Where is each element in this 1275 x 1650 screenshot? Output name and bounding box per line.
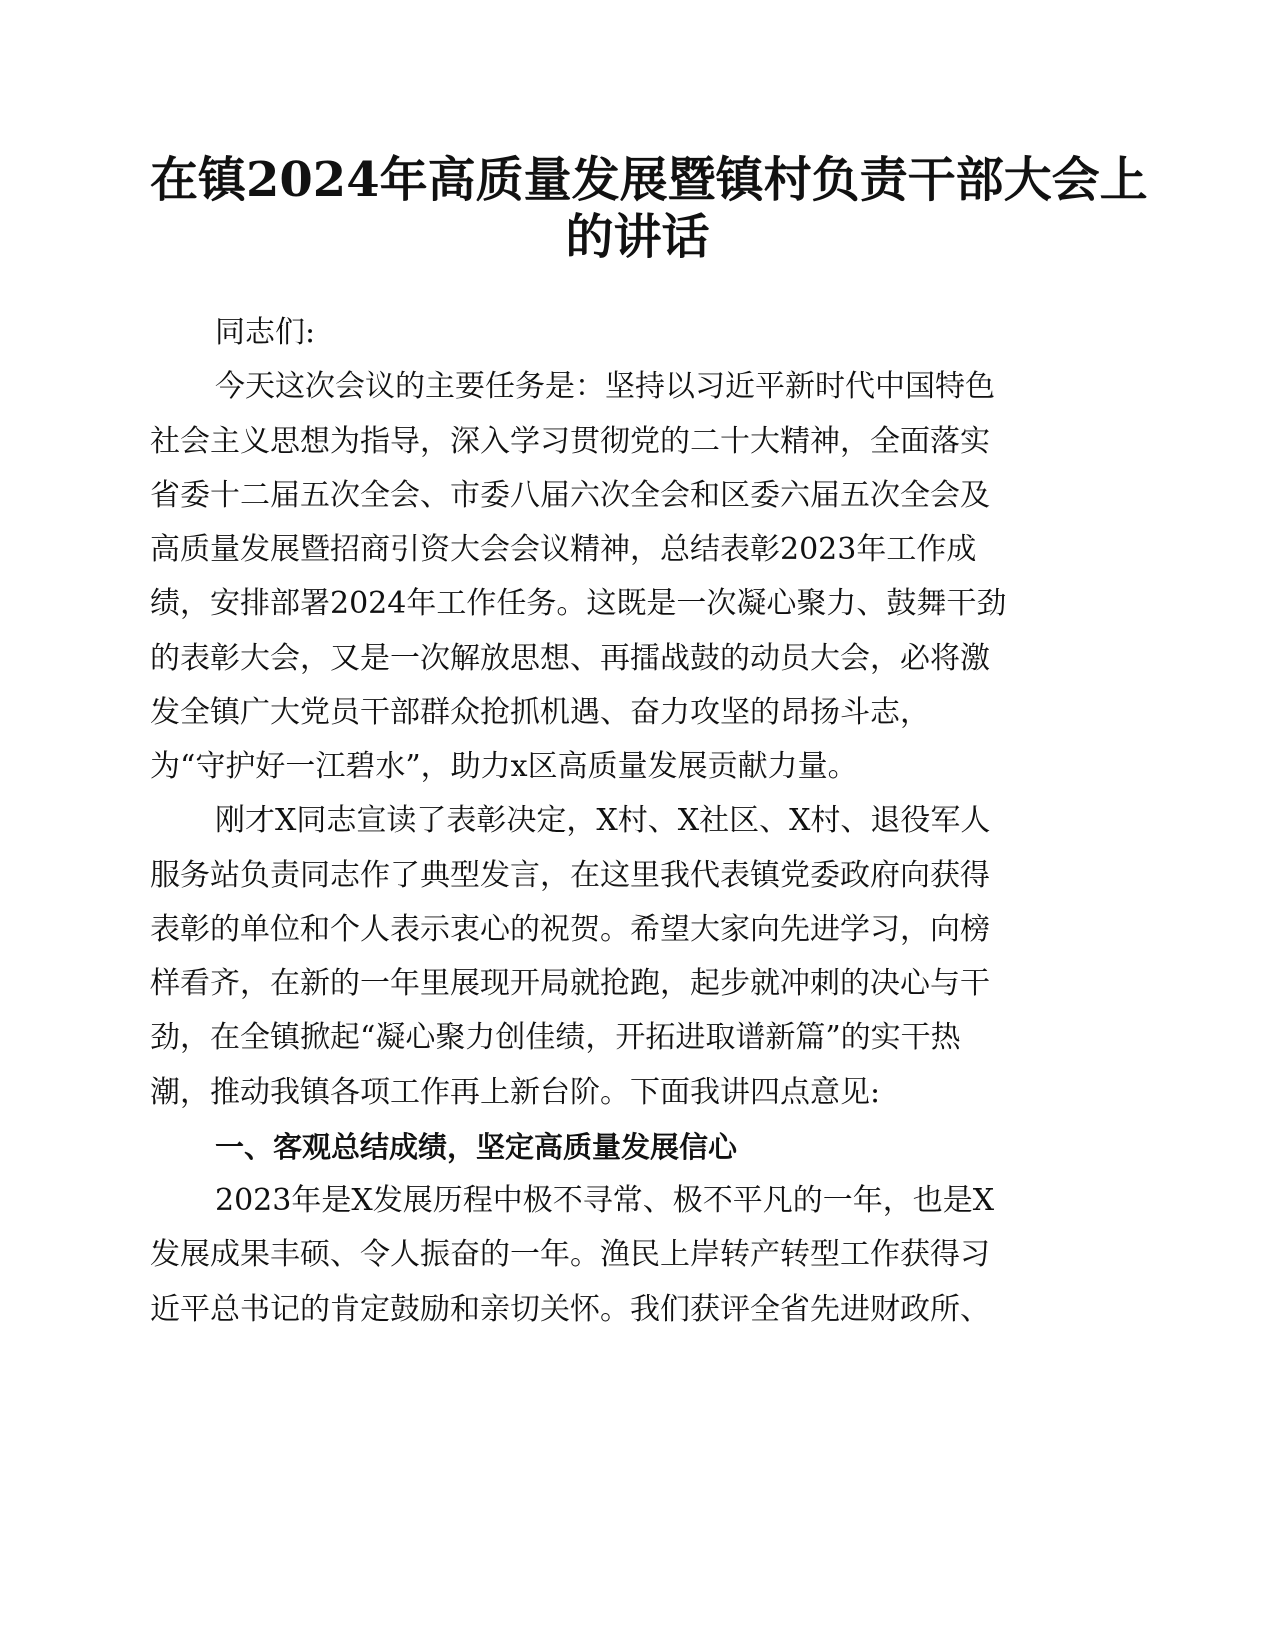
body-line: 劲，在全镇掀起“凝心聚力创佳绩，开拓进取谱新篇”的实干热 [150, 1020, 961, 1055]
greeting: 同志们: [215, 315, 316, 350]
body-line: 2023年是X发展历程中极不寻常、极不平凡的一年，也是X [215, 1183, 995, 1218]
body-line: 表彰的单位和个人表示衷心的祝贺。希望大家向先进学习，向榜 [150, 912, 990, 947]
document-title-line-1: 在镇2024年高质量发展暨镇村负责干部大会上 [150, 152, 1148, 208]
body-line: 省委十二届五次全会、市委八届六次全会和区委六届五次全会及 [150, 478, 990, 513]
body-line: 发全镇广大党员干部群众抢抓机遇、奋力攻坚的昂扬斗志， [150, 695, 930, 730]
body-line: 刚才X同志宣读了表彰决定，X村、X社区、X村、退役军人 [215, 803, 991, 838]
body-line: 样看齐，在新的一年里展现开局就抢跑，起步就冲刺的决心与干 [150, 966, 990, 1001]
body-line: 社会主义思想为指导，深入学习贯彻党的二十大精神，全面落实 [150, 424, 990, 459]
body-line: 的表彰大会，又是一次解放思想、再擂战鼓的动员大会，必将激 [150, 641, 990, 676]
section-heading: 一、客观总结成绩，坚定高质量发展信心 [215, 1130, 738, 1164]
body-line: 为“守护好一江碧水”，助力x区高质量发展贡献力量。 [150, 749, 858, 784]
body-line: 高质量发展暨招商引资大会会议精神，总结表彰2023年工作成 [150, 532, 977, 567]
body-line: 服务站负责同志作了典型发言，在这里我代表镇党委政府向获得 [150, 858, 990, 893]
document-title-line-2: 的讲话 [565, 209, 710, 265]
body-line: 潮，推动我镇各项工作再上新台阶。下面我讲四点意见: [150, 1075, 881, 1110]
body-line: 今天这次会议的主要任务是：坚持以习近平新时代中国特色 [215, 369, 995, 404]
body-line: 绩，安排部署2024年工作任务。这既是一次凝心聚力、鼓舞干劲 [150, 586, 1007, 621]
body-line: 近平总书记的肯定鼓励和亲切关怀。我们获评全省先进财政所、 [150, 1292, 990, 1327]
body-line: 发展成果丰硕、令人振奋的一年。渔民上岸转产转型工作获得习 [150, 1237, 990, 1272]
